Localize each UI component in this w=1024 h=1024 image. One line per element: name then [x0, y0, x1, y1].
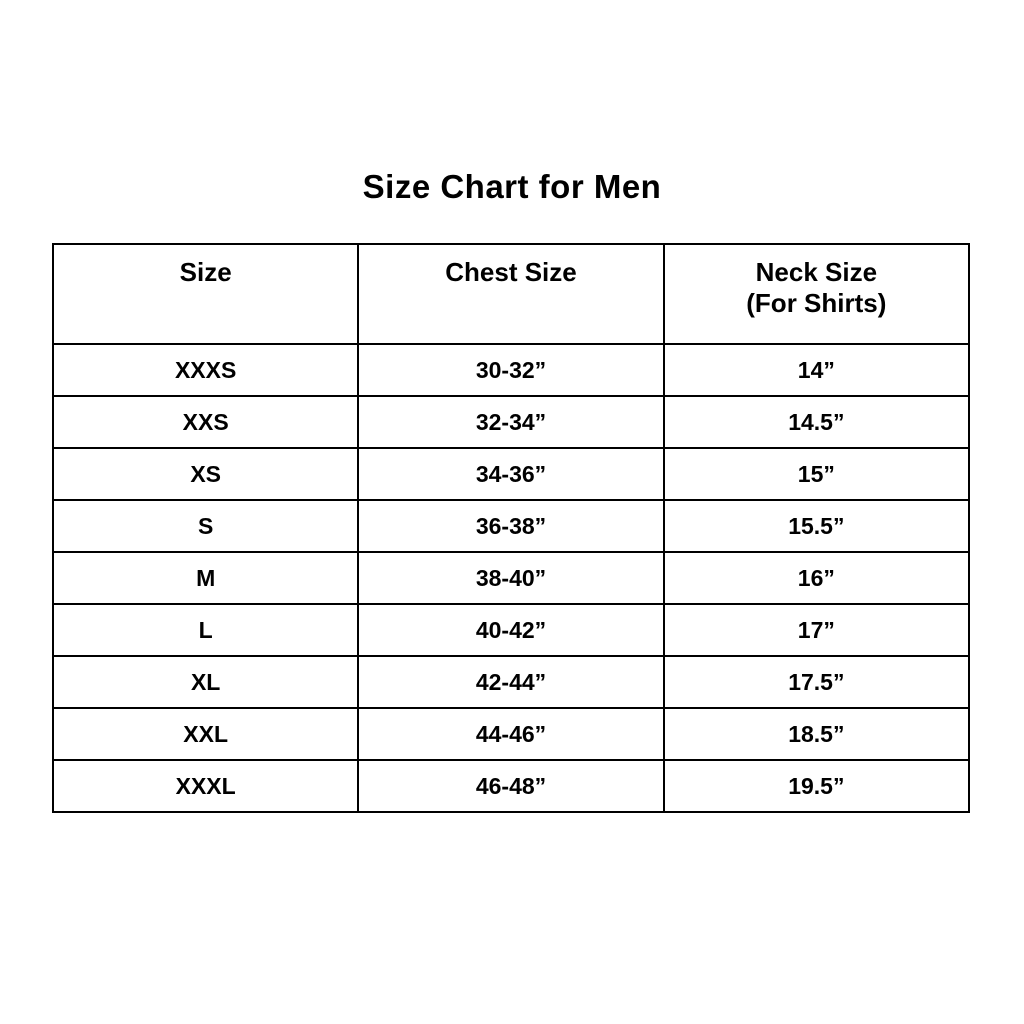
- neck-cell: 18.5”: [664, 708, 969, 760]
- column-header-chest: Chest Size: [358, 244, 663, 344]
- page-title: Size Chart for Men: [362, 168, 662, 205]
- neck-cell: 17”: [664, 604, 969, 656]
- chest-cell: 30-32”: [358, 344, 663, 396]
- size-cell: XXL: [53, 708, 358, 760]
- table-row: [53, 552, 969, 604]
- chest-cell: 44-46”: [358, 708, 663, 760]
- chest-cell: 38-40”: [358, 552, 663, 604]
- size-cell: XXS: [53, 396, 358, 448]
- table-row: [53, 448, 969, 500]
- neck-cell: 14”: [664, 344, 969, 396]
- table-row: [53, 344, 969, 396]
- size-cell: XXXS: [53, 344, 358, 396]
- neck-header-line1: Neck Size: [755, 257, 878, 287]
- size-cell: S: [53, 500, 358, 552]
- neck-cell: 15.5”: [664, 500, 969, 552]
- chest-cell: 36-38”: [358, 500, 663, 552]
- header-row: [53, 244, 969, 344]
- table-row: [53, 500, 969, 552]
- table-row: [53, 604, 969, 656]
- neck-cell: 14.5”: [664, 396, 969, 448]
- chest-cell: 42-44”: [358, 656, 663, 708]
- chest-cell: 34-36”: [358, 448, 663, 500]
- neck-cell: 15”: [664, 448, 969, 500]
- size-cell: XL: [53, 656, 358, 708]
- neck-cell: 19.5”: [664, 760, 969, 812]
- column-header-neck: [664, 244, 969, 344]
- size-cell: XXXL: [53, 760, 358, 812]
- table-row: [53, 656, 969, 708]
- size-cell: M: [53, 552, 358, 604]
- column-header-size: Size: [53, 244, 358, 344]
- chest-cell: 40-42”: [358, 604, 663, 656]
- neck-cell: 16”: [664, 552, 969, 604]
- neck-header-line2: (For Shirts): [746, 288, 887, 318]
- chest-cell: 32-34”: [358, 396, 663, 448]
- neck-cell: 17.5”: [664, 656, 969, 708]
- table-row: [53, 708, 969, 760]
- size-cell: L: [53, 604, 358, 656]
- size-cell: XS: [53, 448, 358, 500]
- size-chart-table: [52, 243, 970, 813]
- table-row: [53, 396, 969, 448]
- table-row: [53, 760, 969, 812]
- chest-cell: 46-48”: [358, 760, 663, 812]
